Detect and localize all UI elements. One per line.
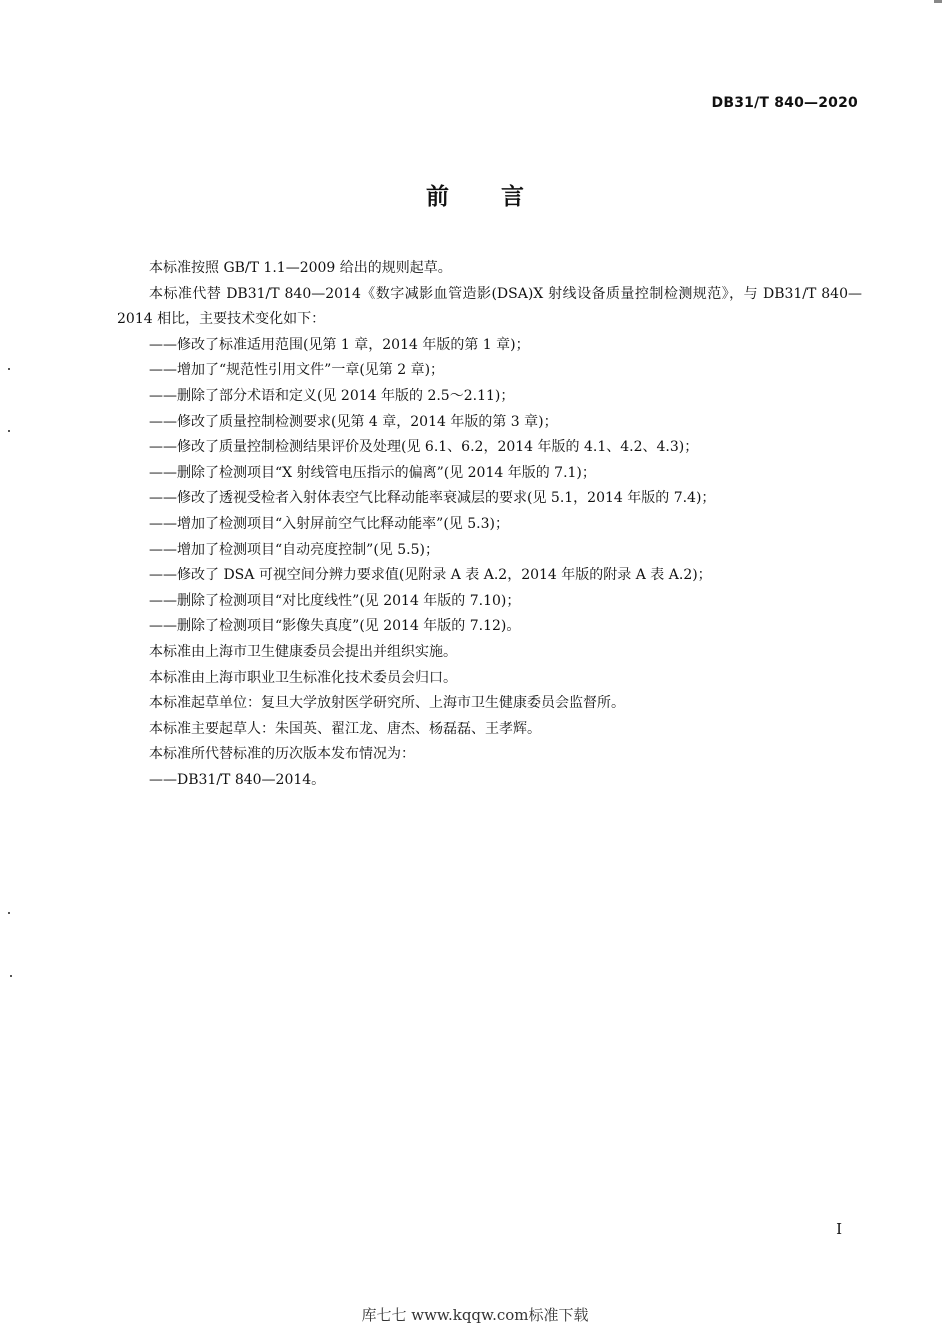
change-item: ——修改了质量控制检测结果评价及处理(见 6.1、6.2，2014 年版的 4.1、4.2、4.3)； [149, 439, 699, 456]
page-number: I [836, 1220, 842, 1238]
change-item: ——删除了部分术语和定义(见 2014 年版的 2.5～2.11)； [149, 387, 515, 404]
foreword-body [117, 256, 862, 793]
margin-speck [8, 368, 10, 370]
footer-watermark: 库七七 www.kqqw.com标准下载 [361, 1306, 589, 1324]
drafters-paragraph: 本标准主要起草人：朱国英、翟江龙、唐杰、杨磊磊、王孝辉。 [149, 720, 541, 737]
drafting-rule-paragraph: 本标准按照 GB/T 1.1—2009 给出的规则起草。 [149, 260, 452, 276]
change-item: ——修改了质量控制检测要求(见第 4 章，2014 年版的第 3 章)； [149, 413, 558, 430]
change-item: ——修改了标准适用范围(见第 1 章，2014 年版的第 1 章)； [149, 336, 530, 353]
margin-speck [8, 430, 10, 432]
change-item: ——增加了检测项目“入射屏前空气比释动能率”(见 5.3)； [149, 515, 509, 532]
proposed-by-paragraph: 本标准由上海市卫生健康委员会提出并组织实施。 [149, 643, 457, 660]
document-code: DB31/T 840—2020 [711, 95, 858, 111]
scan-corner-mark [934, 0, 942, 3]
technical-changes-list [117, 333, 862, 640]
change-item: ——删除了检测项目“X 射线管电压指示的偏离”(见 2014 年版的 7.1)； [149, 464, 596, 481]
change-item: ——增加了“规范性引用文件”一章(见第 2 章)； [149, 362, 445, 379]
change-item: ——删除了检测项目“对比度线性”(见 2014 年版的 7.10)； [149, 592, 521, 609]
change-item: ——增加了检测项目“自动亮度控制”(见 5.5)； [149, 541, 439, 558]
margin-speck [8, 912, 10, 914]
change-item: ——修改了透视受检者入射体表空气比释动能率衰减层的要求(见 5.1，2014 年版的 7.4)； [149, 490, 716, 507]
centralized-by-paragraph: 本标准由上海市职业卫生标准化技术委员会归口。 [149, 669, 457, 686]
margin-speck [10, 975, 12, 977]
history-item: ——DB31/T 840—2014。 [149, 771, 326, 788]
replacement-paragraph: 本标准代替 DB31/T 840—2014《数字减影血管造影(DSA)X 射线设备质量控制检测规范》，与 DB31/T 840—2014 相比，主要技术变化如下： [117, 285, 862, 328]
drafting-units-paragraph: 本标准起草单位：复旦大学放射医学研究所、上海市卫生健康委员会监督所。 [149, 695, 625, 712]
change-item: ——修改了 DSA 可视空间分辨力要求值(见附录 A 表 A.2，2014 年版的附录 A 表 A.2)； [149, 567, 712, 584]
history-intro-paragraph: 本标准所代替标准的历次版本发布情况为： [149, 746, 415, 763]
change-item: ——删除了检测项目“影像失真度”(见 2014 年版的 7.12)。 [149, 618, 521, 635]
page-title: 前言 [426, 184, 576, 210]
